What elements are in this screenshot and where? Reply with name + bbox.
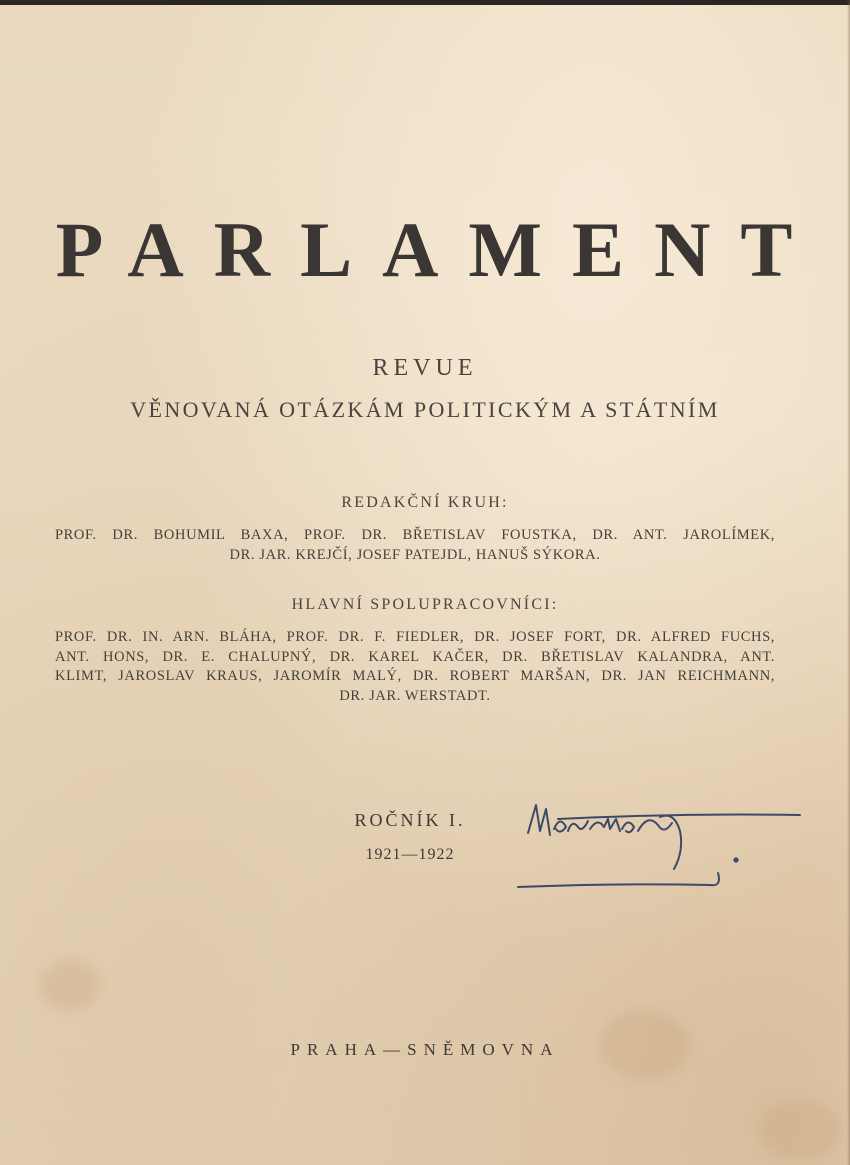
contributors-line: PROF. DR. IN. ARN. BLÁHA, PROF. DR. F. FIEDLER, DR. JOSEF FORT, DR. ALFRED FUCHS, <box>55 629 775 645</box>
handwritten-signature <box>510 785 810 900</box>
editorial-line: DR. JAR. KREJČÍ, JOSEF PATEJDL, HANUŠ SÝKORA. <box>229 547 601 563</box>
volume-number: ROČNÍK I. <box>354 810 466 830</box>
paper-stain <box>40 960 100 1010</box>
journal-type: REVUE <box>372 355 478 381</box>
journal-title: PARLAMENT <box>55 206 823 293</box>
editorial-heading: REDAKČNÍ KRUH: <box>341 494 509 511</box>
paper-stain <box>760 1100 840 1160</box>
page-top-edge <box>0 0 850 5</box>
place-of-publication: PRAHA—SNĚMOVNA <box>290 1040 560 1059</box>
contributors-line: KLIMT, JAROSLAV KRAUS, JAROMÍR MALÝ, DR. ROBERT MARŠAN, DR. JAN REICHMANN, <box>55 668 775 684</box>
journal-subtitle: VĚNOVANÁ OTÁZKÁM POLITICKÝM A STÁTNÍM <box>130 397 720 422</box>
contributors-line: DR. JAR. WERSTADT. <box>339 688 491 704</box>
contributors-heading: HLAVNÍ SPOLUPRACOVNÍCI: <box>291 596 559 613</box>
editorial-line: PROF. DR. BOHUMIL BAXA, PROF. DR. BŘETISLAV FOUSTKA, DR. ANT. JAROLÍMEK, <box>55 527 775 543</box>
volume-years: 1921—1922 <box>365 846 455 863</box>
contributors-line: ANT. HONS, DR. E. CHALUPNÝ, DR. KAREL KAČER, DR. BŘETISLAV KALANDRA, ANT. <box>55 649 775 665</box>
